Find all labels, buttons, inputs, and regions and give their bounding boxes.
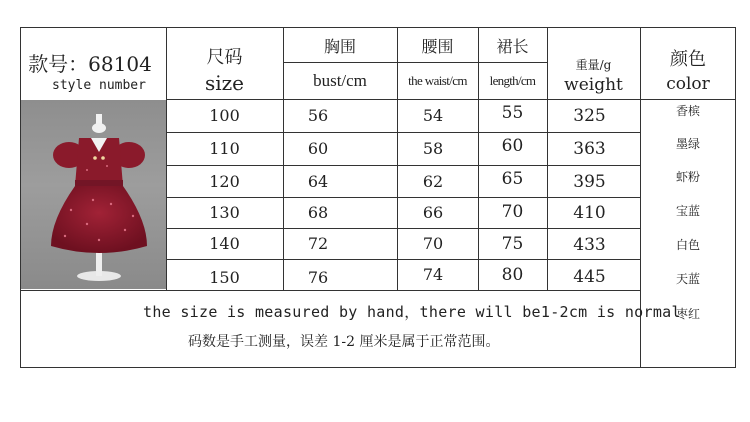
bust-cell: 76	[307, 268, 329, 287]
color-cell: 白色	[675, 237, 700, 252]
measurement-note-english: the size is measured by hand，there will be1-2cm is normal	[143, 303, 681, 321]
extra-color-cell: 枣红	[675, 306, 700, 321]
size-cell: 130	[209, 203, 240, 222]
style-number-sublabel: style number	[52, 77, 146, 93]
weight-cell: 433	[573, 234, 606, 255]
color-cell: 墨绿	[675, 136, 700, 151]
dress-product-photo	[21, 100, 166, 289]
weight-header-label: 重量/g	[575, 57, 612, 72]
size-header-label: 尺码	[206, 47, 243, 68]
color-cell: 虾粉	[675, 169, 700, 184]
length-cell: 60	[501, 135, 524, 156]
weight-cell: 363	[573, 138, 606, 159]
size-cell: 120	[209, 171, 240, 191]
size-cell: 110	[209, 139, 240, 158]
waist-cell: 62	[422, 171, 444, 191]
color-header-label: 颜色	[670, 49, 706, 70]
weight-cell: 410	[573, 202, 606, 223]
grid-line	[283, 62, 547, 63]
length-header-label: 裙长	[496, 36, 529, 56]
waist-cell: 74	[422, 265, 444, 284]
style-number-label: 款号：68104	[28, 51, 152, 76]
waist-header-sublabel: the waist/cm	[408, 73, 467, 88]
length-cell: 70	[501, 201, 524, 222]
weight-cell: 445	[573, 266, 606, 287]
bust-header-sublabel: bust/cm	[313, 71, 367, 90]
size-header-sublabel: size	[204, 71, 245, 95]
length-header-sublabel: length/cm	[489, 73, 536, 88]
waist-cell: 70	[422, 234, 444, 253]
size-cell: 100	[209, 106, 240, 125]
color-cell: 宝蓝	[675, 203, 700, 218]
length-cell: 80	[501, 264, 524, 285]
bust-cell: 68	[307, 203, 329, 222]
bust-cell: 64	[307, 171, 329, 191]
weight-cell: 325	[573, 105, 606, 126]
color-header-sublabel: color	[666, 74, 710, 94]
waist-cell: 58	[422, 139, 444, 158]
bust-cell: 72	[307, 234, 329, 253]
bust-cell: 56	[307, 106, 329, 125]
length-cell: 65	[501, 169, 524, 189]
waist-header-label: 腰围	[421, 36, 454, 56]
length-cell: 75	[501, 233, 524, 254]
color-cell: 天蓝	[675, 271, 700, 286]
color-cell: 香槟	[675, 103, 700, 118]
size-cell: 150	[209, 268, 240, 287]
bust-cell: 60	[307, 139, 329, 158]
size-cell: 140	[209, 234, 240, 253]
bust-header-label: 胸围	[323, 36, 356, 56]
length-cell: 55	[501, 102, 524, 123]
weight-header-sublabel: weight	[564, 75, 623, 95]
dress-illustration	[21, 100, 166, 289]
waist-cell: 54	[422, 106, 444, 125]
waist-cell: 66	[422, 203, 444, 222]
measurement-note-chinese: 码数是手工测量，误差 1-2 厘米是属于正常范围。	[188, 334, 500, 350]
weight-cell: 395	[573, 172, 606, 192]
